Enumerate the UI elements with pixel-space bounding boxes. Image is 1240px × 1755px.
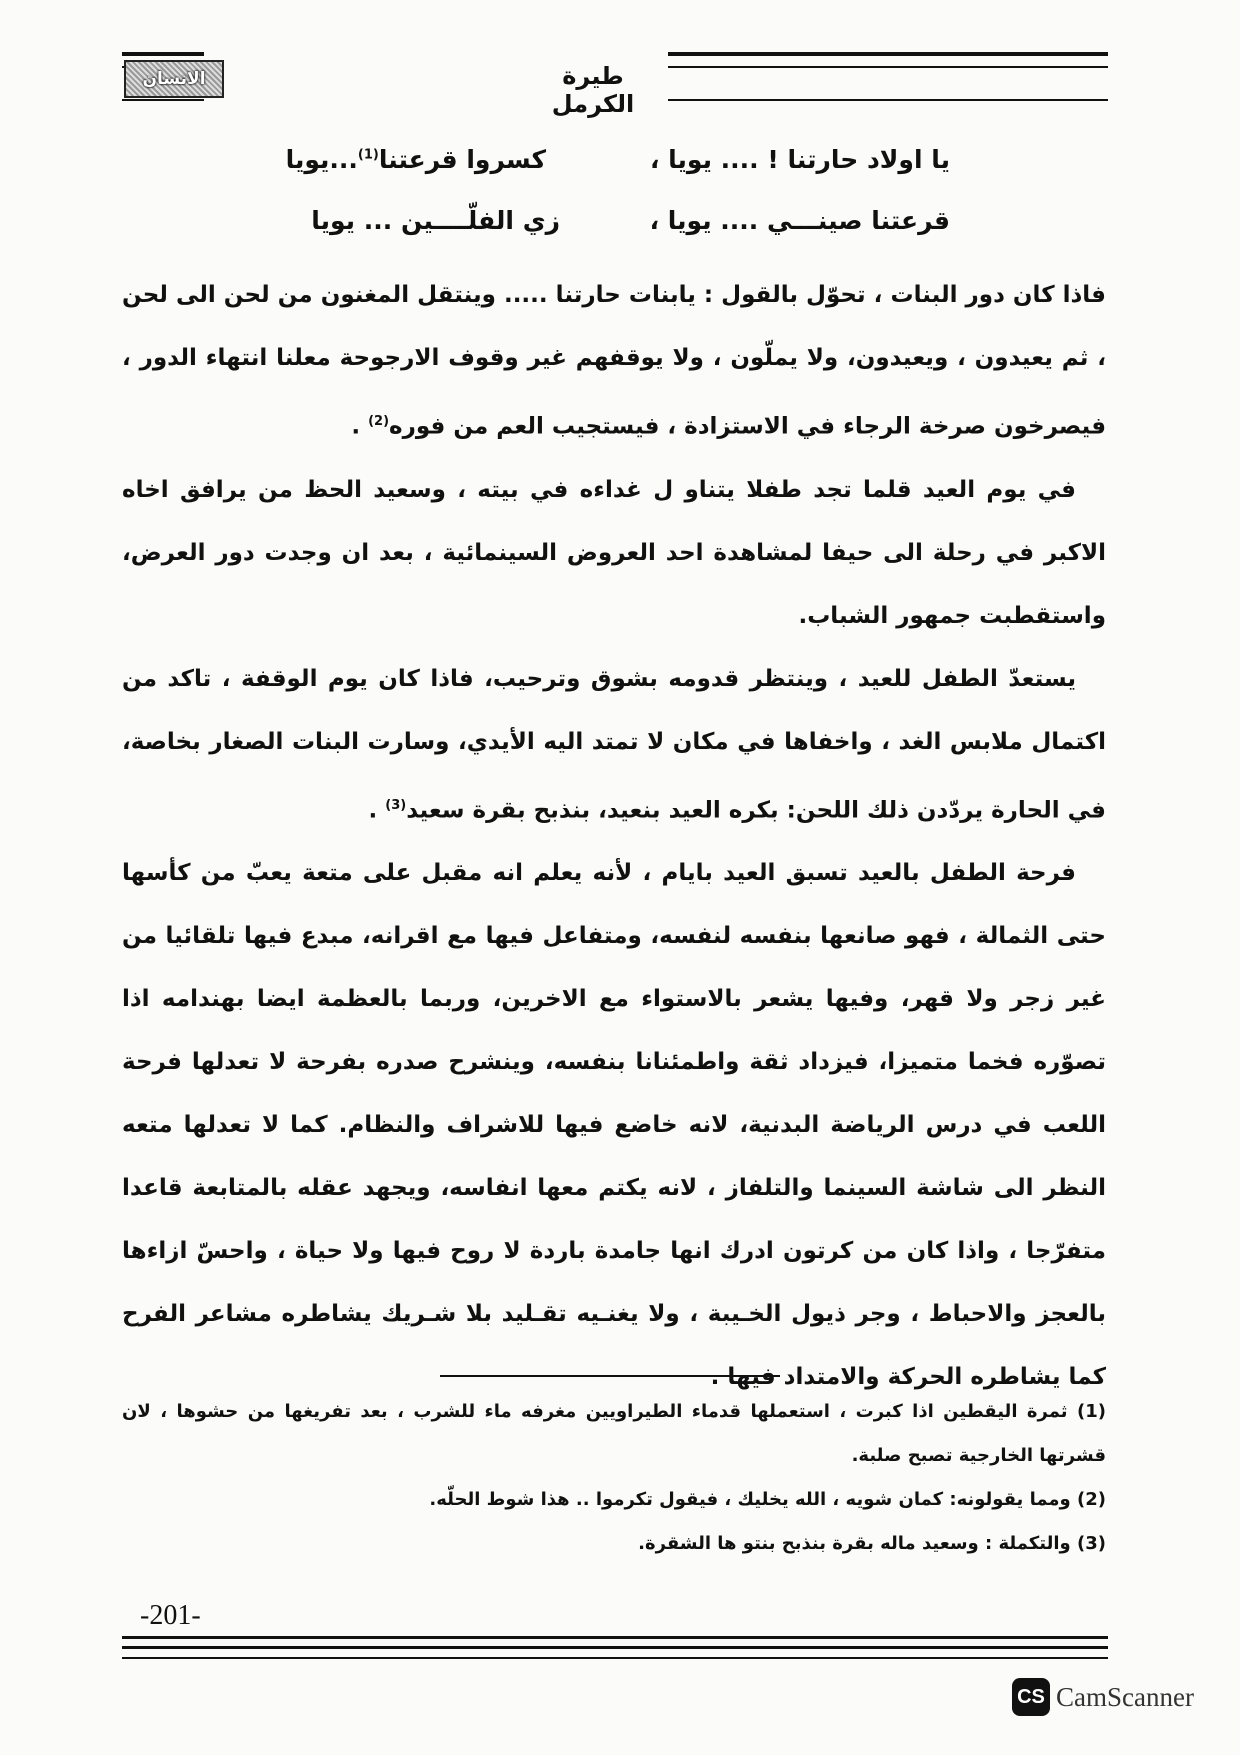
footnote-1: (1) ثمرة اليقطين اذا كبرت ، استعملها قدماء الطيراويين مغرفه ماء للشرب ، بعد تفريغها من حشوها ، لان قشرتها الخارجية تصبح صلبة. xyxy=(122,1401,1106,1466)
paragraph-4: فرحة الطفل بالعيد تسبق العيد بايام ، لأنه يعلم انه مقبل على متعة يعبّ من كأسها حتى الثمالة ، فهو صانعها بنفسه لنفسه، ومتفاعل فيها مع اقرانه، مبدع فيها تلقائيا من غير زجر ولا قهر، وفيها يشعر بالاستواء مع الاخرين، وربما بالعظمة ايضا بهندامه اذا تصوّره فخما متميزا، فيزداد ثقة واطمئنانا بنفسه، وينشرح صدره بفرحة لا تعدلها فرحة اللعب في درس الرياضة البدنية، لانه خاضع فيها للاشراف والنظام. كما لا تعدلها متعه النظر الى شاشة السينما والتلفاز ، لانه يكتم معها انفاسه، ويجهد عقله بالمتابعة قاعدا متفرّجا ، واذا كان من كرتون ادرك انها جامدة باردة لا روح فيها ولا حياة ، واحسّ ازاءها بالعجز والاحباط ، وجر ذيول الخـيبة ، ولا يغنـيه تقـليد بلا شـريك يشاطره مشاعر الفرح كما يشاطره الحركة والامتداد فيها . xyxy=(122,860,1106,1391)
camscanner-logo-icon: CS xyxy=(1012,1678,1050,1716)
poem-line2-left: زي الفلّــــين ... يويا xyxy=(311,206,560,235)
section-box-label: الانسان xyxy=(142,69,206,89)
paragraph-3 xyxy=(122,648,1106,843)
page-number: -201- xyxy=(140,1600,201,1631)
poem-line1-right: يا اولاد حارتنا ! .... يويا ، xyxy=(649,145,950,174)
footnote-2: (2) ومما يقولونه: كمان شويه ، الله يخليك ، فيقول تكرموا .. هذا شوط الحلّه. xyxy=(429,1489,1106,1510)
paragraph-1-end: . xyxy=(351,413,361,440)
footer-rule-lower xyxy=(122,1657,1108,1659)
poem-line1-left xyxy=(286,145,546,174)
body-text xyxy=(122,264,1106,1409)
footer-rule xyxy=(122,1636,1108,1649)
paragraph-1 xyxy=(122,264,1106,459)
poem-line1-left-text: كسروا قرعتنا xyxy=(378,145,546,174)
footnote-ref-3: (3) xyxy=(385,797,407,813)
poem-line1-left-end: ...يويا xyxy=(285,145,358,174)
footnote-ref-2: (2) xyxy=(368,414,390,429)
header-rule-right xyxy=(668,52,1108,68)
footnote-3: (3) والتكملة : وسعيد ماله بقرة بنذبح بنتو ها الشقرة. xyxy=(638,1533,1106,1554)
camscanner-label: CamScanner xyxy=(1056,1682,1194,1712)
book-title: طيرة الكرمل xyxy=(551,62,635,118)
footnotes xyxy=(122,1390,1106,1566)
paragraph-2: في يوم العيد قلما تجد طفلا يتناو ل غداءه في بيته ، وسعيد الحظ من يرافق اخاه الاكبر في رحلة الى حيفا لمشاهدة احد العروض السينمائية ، بعد ان وجدت دور العرض، واستقطبت جمهور الشباب. xyxy=(122,476,1106,629)
footnote-separator xyxy=(440,1375,780,1377)
poem-line2-right: قرعتنا صينـــي .... يويا ، xyxy=(649,206,950,235)
header-rule-right-lower xyxy=(668,99,1108,101)
footnote-ref-1: (1) xyxy=(357,147,379,163)
paragraph-3-text: يستعدّ الطفل للعيد ، وينتظر قدومه بشوق وترحيب، فاذا كان يوم الوقفة ، تاكد من اكتمال ملابس الغد ، واخفاها في مكان لا تمتد اليه الأيدي، وسارت البنات الصغار بخاصة، في الحارة يردّدن ذلك اللحن: بكره العيد بنعيد، بنذبح بقرة سعيد xyxy=(122,665,1106,824)
paragraph-1-text: فاذا كان دور البنات ، تحوّل بالقول : يابنات حارتنا ..... وينتقل المغنون من لحن الى لحن ، ثم يعيدون ، ويعيدون، ولا يملّون ، ولا يوقفهم غير وقوف الارجوحة معلنا انتهاء الدور ، فيصرخون صرخة الرجاء في الاستزادة ، فيستجيب العم من فوره xyxy=(122,282,1106,440)
paragraph-3-end: . xyxy=(368,797,378,824)
section-box xyxy=(124,60,224,98)
header-rule-left-lower xyxy=(122,99,204,101)
